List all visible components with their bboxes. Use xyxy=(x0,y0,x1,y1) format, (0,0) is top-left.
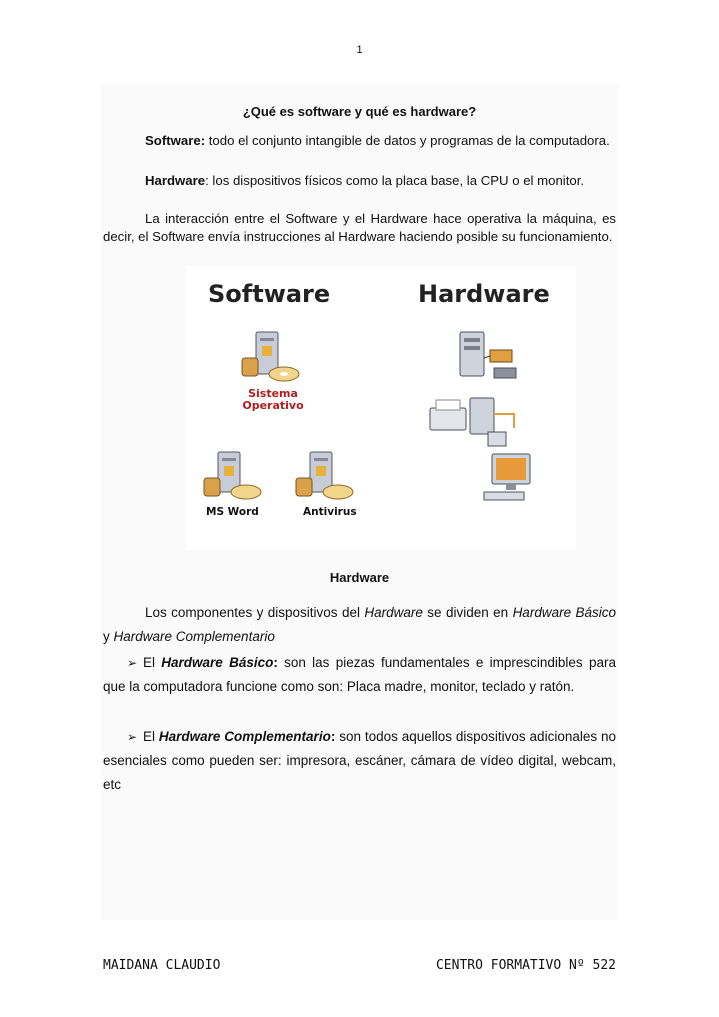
footer-author: MAIDANA CLAUDIO xyxy=(103,958,221,973)
figure-hardware-heading: Hardware xyxy=(418,280,550,308)
footer-institution: CENTRO FORMATIVO Nº 522 xyxy=(435,958,616,973)
page-number: 1 xyxy=(356,44,363,56)
hardware-definition xyxy=(103,172,616,190)
bullet-arrow-icon: ➢ xyxy=(126,656,137,670)
interaction-text: La interacción entre el Software y el Hardware hace operativa la máquina, es decir, el Software envía instrucciones al Hardware haciendo posible su funcionamiento. xyxy=(103,211,616,244)
hardware-basico-term: Hardware Básico xyxy=(161,655,274,670)
section-title-hardware: Hardware xyxy=(329,570,390,585)
software-text: todo el conjunto intangible de datos y programas de la computadora. xyxy=(205,133,610,148)
figure-software-heading: Software xyxy=(208,280,331,308)
antivirus-label: Antivirus xyxy=(303,506,357,518)
ms-word-icon xyxy=(200,450,266,506)
monitor-icon xyxy=(480,450,540,506)
hardware-intro-paragraph: Los componentes y dispositivos del Hardware se dividen en Hardware Básico y Hardware Complementario xyxy=(103,605,617,644)
hardware-text: : los dispositivos físicos como la placa base, la CPU o el monitor. xyxy=(205,173,585,188)
antivirus-icon xyxy=(292,450,358,506)
os-label: Sistema Operativo xyxy=(242,387,304,412)
hardware-term: Hardware xyxy=(145,173,206,188)
printer-icon xyxy=(422,394,522,452)
operating-system-icon xyxy=(236,328,306,388)
bullet-arrow-icon: ➢ xyxy=(126,730,137,744)
bullet-hardware-complementario: ➢ El Hardware Complementario: son todos aquellos dispositivos adicionales no esenciales como pueden ser: impresora, escáner, cámara de vídeo digital, webcam, etc xyxy=(103,725,616,797)
software-hardware-figure xyxy=(186,266,576,550)
bullet-hardware-basico: ➢ El Hardware Básico: son las piezas fundamentales e imprescindibles para que la computadora funcione como son: Placa madre, monitor, teclado y ratón. xyxy=(103,651,616,699)
ms-word-label: MS Word xyxy=(206,506,259,518)
software-term: Software: xyxy=(145,133,206,148)
computer-tower-icon xyxy=(454,328,526,388)
hardware-complementario-term: Hardware Complementario xyxy=(158,729,331,744)
page-title: ¿Qué es software y qué es hardware? xyxy=(242,104,477,119)
interaction-paragraph xyxy=(103,210,616,246)
software-definition xyxy=(103,132,616,150)
